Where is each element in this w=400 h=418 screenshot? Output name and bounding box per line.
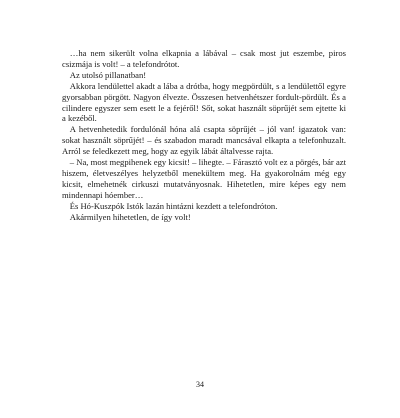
paragraph: …ha nem sikerült volna elkapnia a lábával – csak most jut eszembe, piros csizmája is volt! – a telefondrótot. bbox=[62, 48, 346, 69]
page-number: 34 bbox=[196, 380, 204, 389]
paragraph: – Na, most megpihenek egy kicsit! – lihegte. – Fárasztó volt ez a pörgés, bár azt hiszem, életveszélyes helyzetből menekültem meg. Ha gyakorolnám még egy kicsit, elmehetnék cirkuszi mutatványosnak. Hihetetlen, mire képes egy nem mindennapi hóember… bbox=[62, 157, 346, 200]
paragraph: Akármilyen hihetetlen, de így volt! bbox=[69, 211, 191, 222]
paragraph: A hetvenhetedik fordulónál hóna alá csapta söprűjét – jól van! igazatok van: sokat használt söprűjét! – és szabadon maradt mancsával elkapta a telefonhuzalt. Arról se feledkezett meg, hogy az egyik lábát általvesse rajta. bbox=[62, 124, 346, 157]
paragraph: És Hó-Kuszpók Istók lazán hintázni kezdett a telefondróton. bbox=[69, 200, 278, 211]
body-text bbox=[62, 48, 346, 223]
paragraph: Akkora lendülettel akadt a lába a drótba, hogy megpördült, s a lendülettől egyre gyorsabban pörgött. Nagyon élvezte. Összesen hetvenhétszer fordult-pördült. És a cilindere egyszer sem esett le a fejéről! Sőt, sokat használt söprűjét sem ejtette ki a kezéből. bbox=[62, 80, 346, 124]
paragraph: Az utolsó pillanatban! bbox=[69, 69, 147, 80]
